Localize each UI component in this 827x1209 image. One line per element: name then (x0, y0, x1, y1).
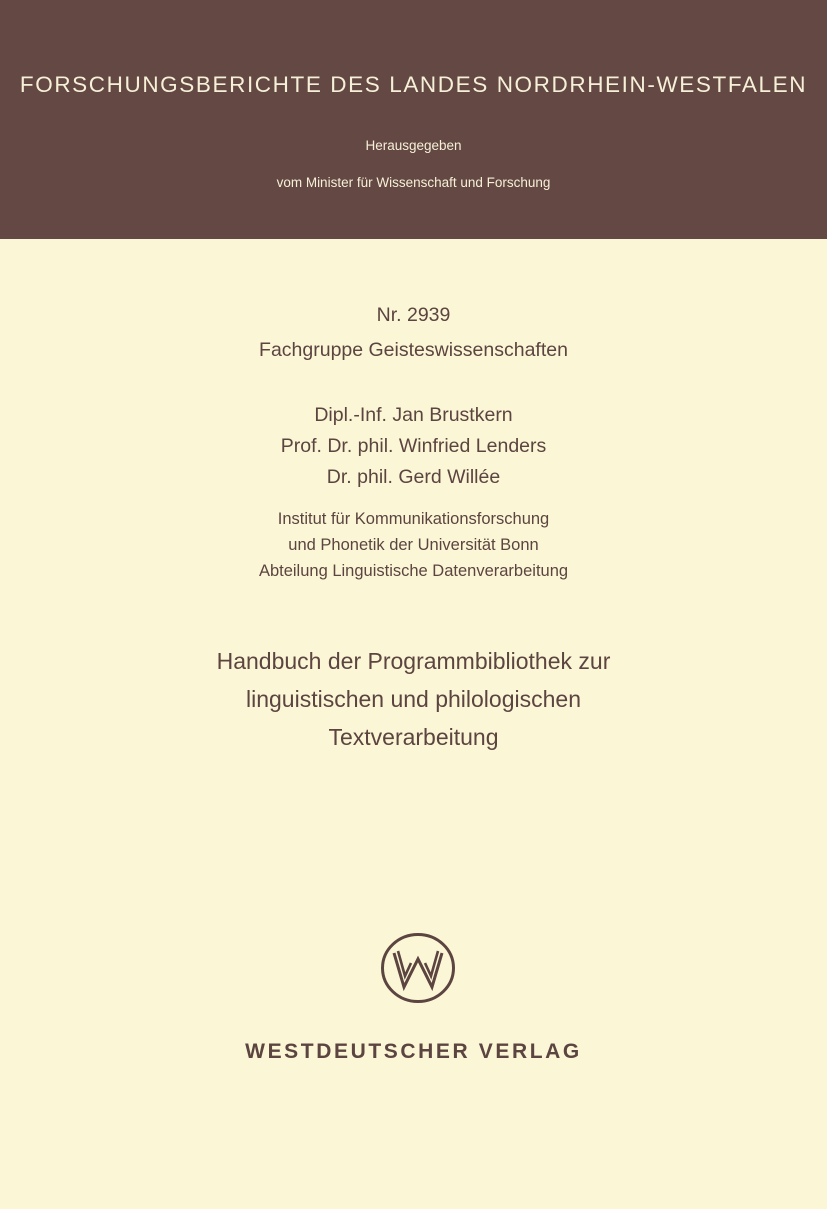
publisher-name: WESTDEUTSCHER VERLAG (245, 1040, 582, 1063)
published-by-label: Herausgegeben (365, 138, 462, 153)
institute-line-3: Abteilung Linguistische Datenverarbeitung (258, 562, 569, 580)
header-band (0, 0, 827, 239)
wv-logo-icon (380, 932, 456, 1004)
author-1: Dipl.-Inf. Jan Brustkern (314, 404, 513, 426)
institute-line-2: und Phonetik der Universität Bonn (288, 536, 539, 554)
series-title: FORSCHUNGSBERICHTE DES LANDES NORDRHEIN-WESTFALEN (19, 72, 808, 97)
author-3: Dr. phil. Gerd Willée (326, 466, 501, 488)
subject-group: Fachgruppe Geisteswissenschaften (259, 339, 568, 361)
author-2: Prof. Dr. phil. Winfried Lenders (280, 435, 547, 457)
publisher-authority: vom Minister für Wissenschaft und Forschung (276, 175, 551, 190)
institute-line-1: Institut für Kommunikationsforschung (277, 510, 550, 528)
report-number: Nr. 2939 (376, 304, 451, 326)
book-title-line-3: Textverarbeitung (328, 724, 499, 750)
book-title-line-2: linguistischen und philologischen (245, 686, 581, 712)
book-title-line-1: Handbuch der Programmbibliothek zur (216, 648, 611, 674)
